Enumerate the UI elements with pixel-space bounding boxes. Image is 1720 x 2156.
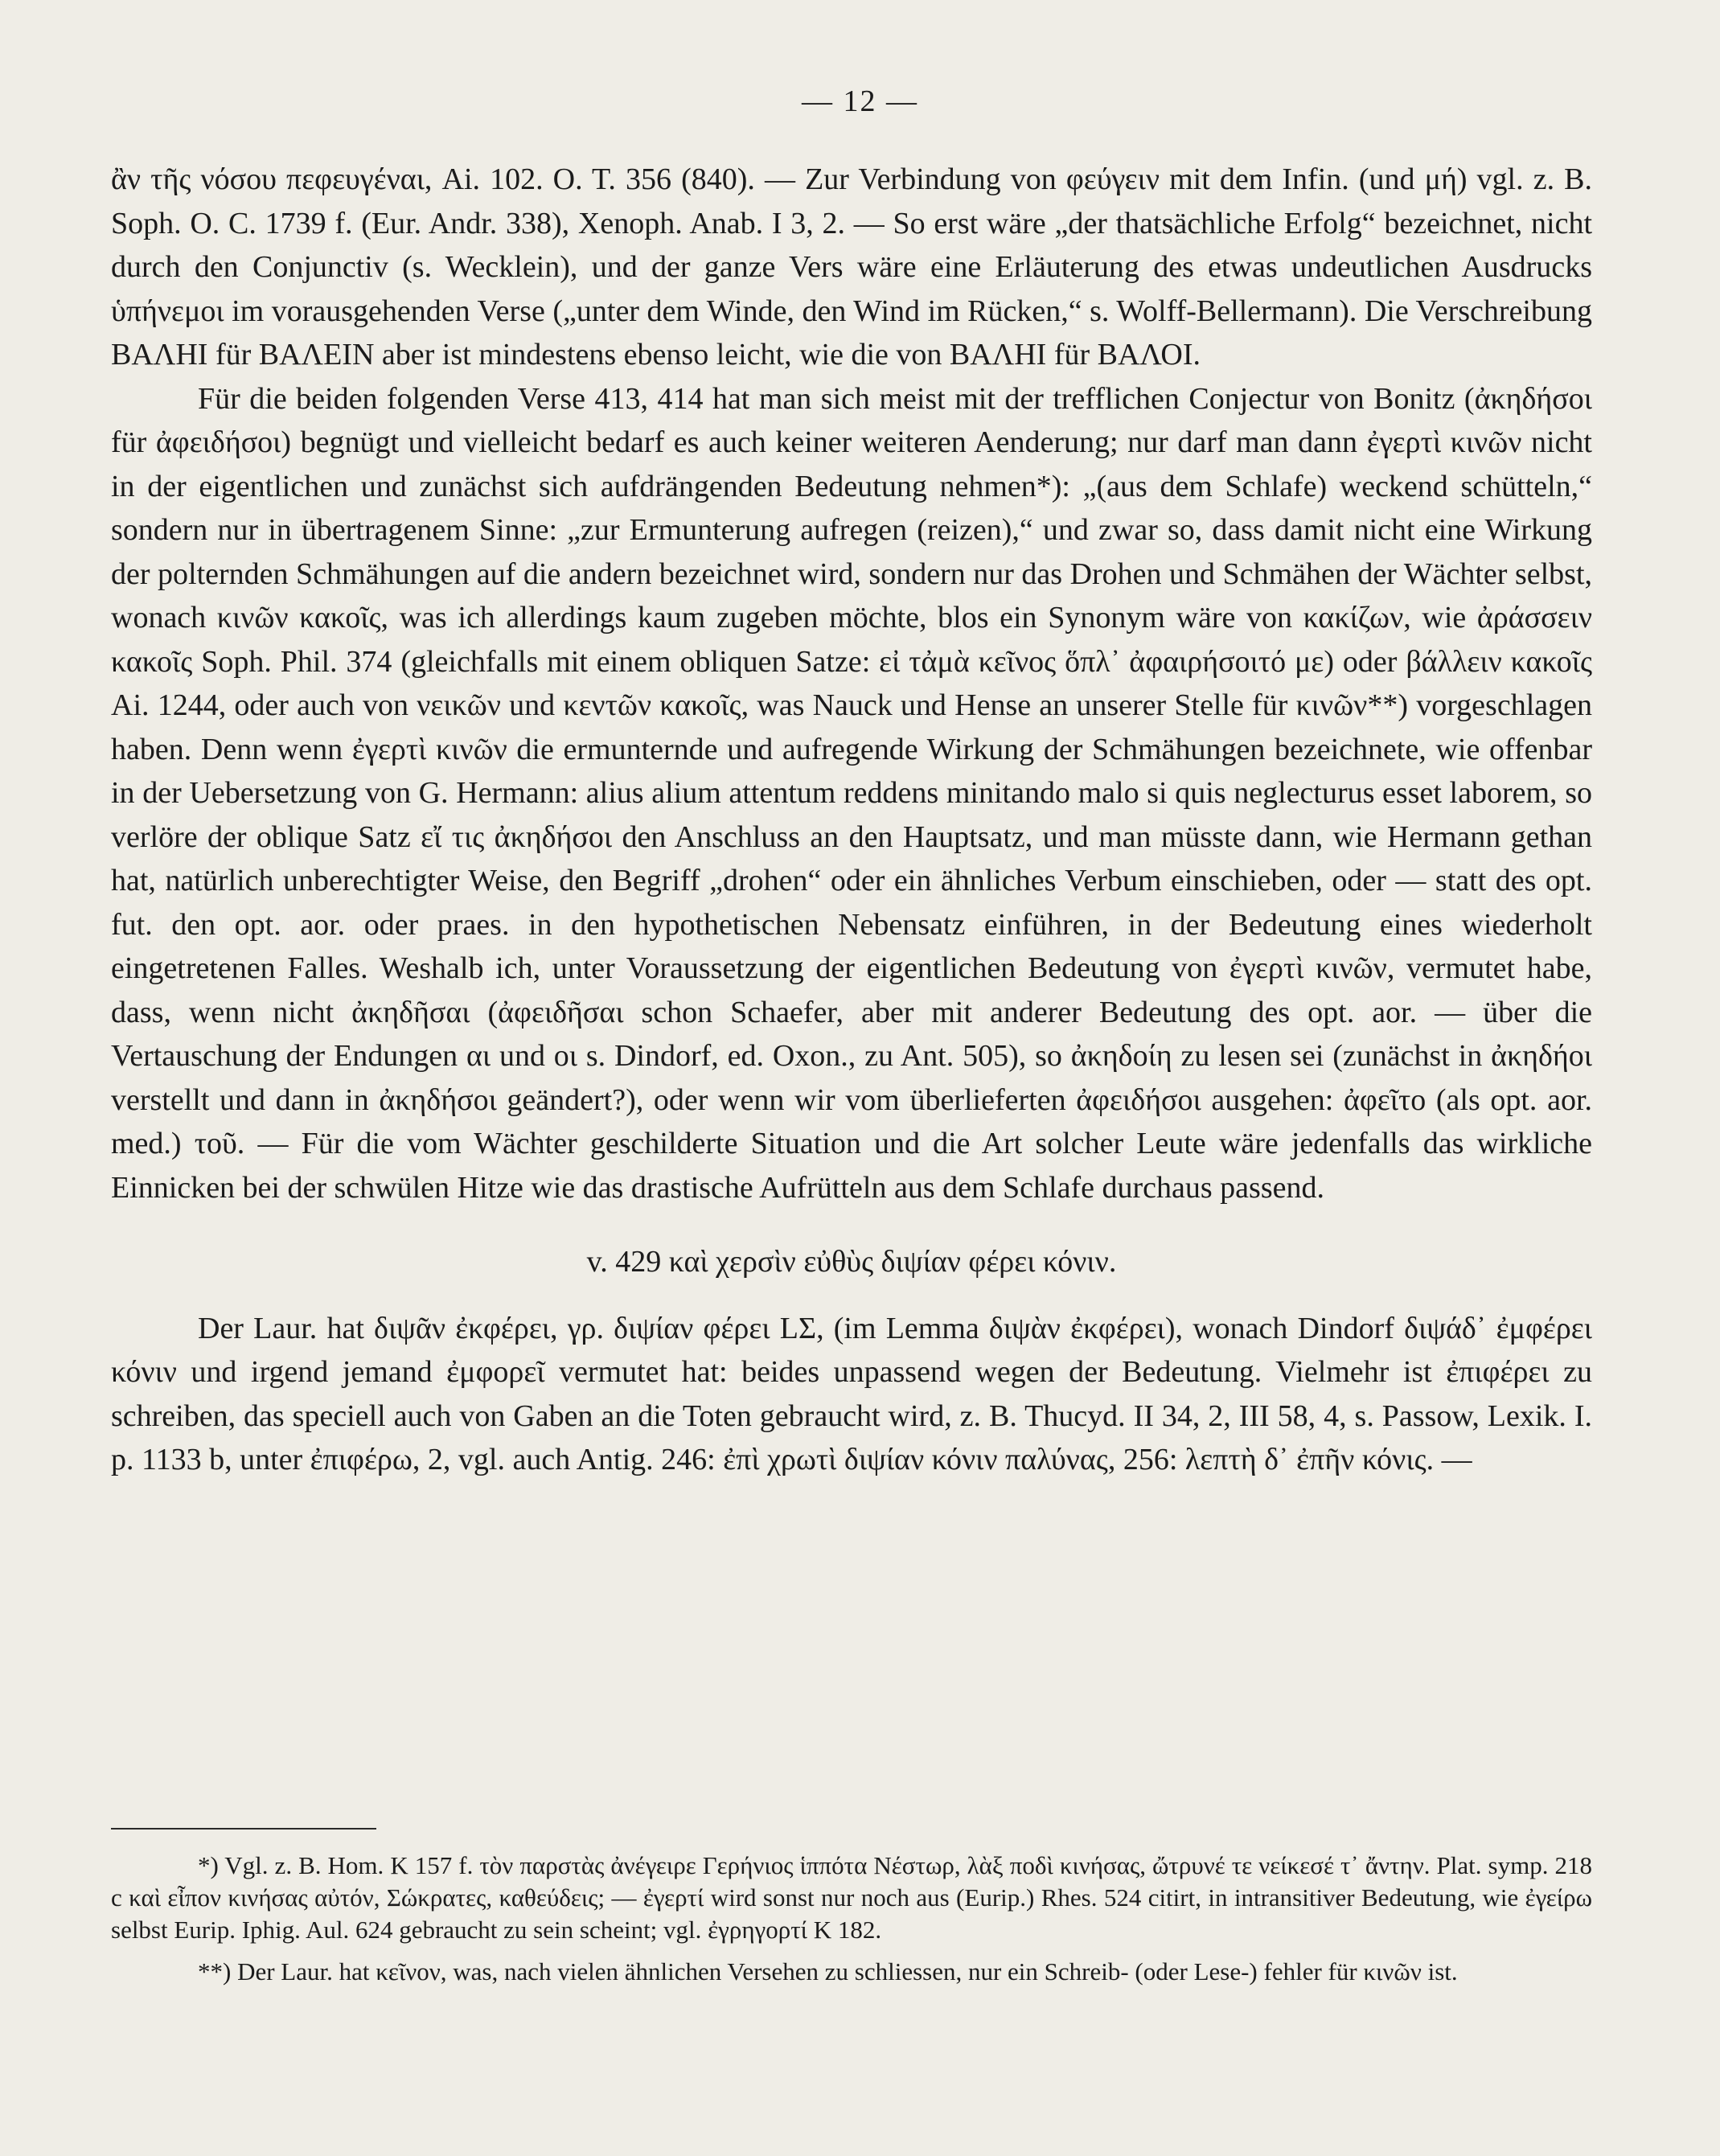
- footnote-2: **) Der Laur. hat κεῖνον, was, nach vielen ähnlichen Versehen zu schliessen, nur ein Schreib- (oder Lese-) fehler für κινῶν ist.: [198, 1957, 1458, 1986]
- footnote-1: *) Vgl. z. B. Hom. Κ 157 f. τὸν παρστὰς ἀνέγειρε Γερήνιος ἱππότα Νέστωρ, λὰξ ποδὶ κινήσας, ὤτρυνέ τε νείκεσέ τ᾽ ἄντην. Plat. symp. 218 c καὶ εἶπον κινήσας αὐτόν, Σώκρατες, καθεύδεις; — ἐγερτί wird sonst nur noch aus (Eurip.) Rhes. 524 citirt, in intransitiver Bedeutung, wie ἐγείρω selbst Eurip. Iphig. Aul. 624 gebraucht zu sein scheint; vgl. ἐγρηγορτί Κ 182.: [111, 1851, 1592, 1944]
- main-text: [111, 158, 1592, 1482]
- verse-heading: v. 429 καὶ χερσὶν εὐθὺς διψίαν φέρει κόνιν.: [586, 1245, 1117, 1279]
- footnotes: [111, 1850, 1592, 1988]
- page-number: — 12 —: [802, 84, 918, 118]
- paragraph-laur: Der Laur. hat διψᾶν ἐκφέρει, γρ. διψίαν φέρει LΣ, (im Lemma διψὰν ἐκφέρει), wonach Dindorf διψάδ᾽ ἐμφέρει κόνιν und irgend jemand ἐμφορεῖ vermutet hat: beides unpassend wegen der Bedeutung. Vielmehr ist ἐπιφέρει zu schreiben, das speciell auch von Gaben an die Toten gebraucht wird, z. B. Thucyd. II 34, 2, III 58, 4, s. Passow, Lexik. I. p. 1133 b, unter ἐπιφέρω, 2, vgl. auch Antig. 246: ἐπὶ χρωτὶ διψίαν κόνιν παλύνας, 256: λεπτὴ δ᾽ ἐπῆν κόνις. —: [111, 1311, 1592, 1476]
- paragraph-conjecture: Für die beiden folgenden Verse 413, 414 hat man sich meist mit der trefflichen Conjectur von Bonitz (ἀκηδήσοι für ἀφειδήσοι) begnügt und vielleicht bedarf es auch keiner weiteren Aenderung; nur darf man dann ἐγερτὶ κινῶν nicht in der eigentlichen und zunächst sich aufdrängenden Bedeutung nehmen*): „(aus dem Schlafe) weckend schütteln,“ sondern nur in übertragenem Sinne: „zur Ermunterung aufregen (reizen),“ und zwar so, dass damit nicht eine Wirkung der polternden Schmähungen auf die andern bezeichnet wird, sondern nur das Drohen und Schmähen der Wächter selbst, wonach κινῶν κακοῖς, was ich allerdings kaum zugeben möchte, blos ein Synonym wäre von κακίζων, wie ἀράσσειν κακοῖς Soph. Phil. 374 (gleichfalls mit einem obliquen Satze: εἰ τἀμὰ κεῖνος ὅπλ᾽ ἀφαιρήσοιτό με) oder βάλλειν κακοῖς Ai. 1244, oder auch von νεικῶν und κεντῶν κακοῖς, was Nauck und Hense an unserer Stelle für κινῶν**) vorgeschlagen haben. Denn wenn ἐγερτὶ κινῶν die ermunternde und aufregende Wirkung der Schmähungen bezeichnete, wie offenbar in der Uebersetzung von G. Hermann: alius alium attentum reddens minitando malo si quis neglecturus esset laborem, so verlöre der oblique Satz εἴ τις ἀκηδήσοι den Anschluss an den Hauptsatz, und man müsste dann, wie Hermann gethan hat, natürlich unberechtigter Weise, den Begriff „drohen“ oder ein ähnliches Verbum einschieben, oder — statt des opt. fut. den opt. aor. oder praes. in den hypothetischen Nebensatz einführen, in der Bedeutung eines wiederholt eingetretenen Falles. Weshalb ich, unter Voraussetzung der eigentlichen Bedeutung von ἐγερτὶ κινῶν, vermutet habe, dass, wenn nicht ἀκηδῆσαι (ἀφειδῆσαι schon Schaefer, aber mit anderer Bedeutung des opt. aor. — über die Vertauschung der Endungen αι und οι s. Dindorf, ed. Oxon., zu Ant. 505), so ἀκηδοίη zu lesen sei (zunächst in ἀκηδήοι verstellt und dann in ἀκηδήσοι geändert?), oder wenn wir vom überlieferten ἀφειδήσοι ausgehen: ἀφεῖτο (als opt. aor. med.) τοῦ. — Für die vom Wächter geschilderte Situation und die Art solcher Leute wäre jedenfalls das wirkliche Einnicken bei der schwülen Hitze wie das drastische Aufrütteln aus dem Schlafe durchaus passend.: [111, 381, 1592, 1205]
- paragraph-continuation: ἂν τῆς νόσου πεφευγέναι, Ai. 102. O. T. 356 (840). — Zur Verbindung von φεύγειν mit dem Infin. (und μή) vgl. z. B. Soph. O. C. 1739 f. (Eur. Andr. 338), Xenoph. Anab. I 3, 2. — So erst wäre „der thatsächliche Erfolg“ bezeichnet, nicht durch den Conjunctiv (s. Wecklein), und der ganze Vers wäre eine Erläuterung des etwas undeutlichen Ausdrucks ὑπήνεμοι im vorausgehenden Verse („unter dem Winde, den Wind im Rücken,“ s. Wolff-Bellermann). Die Verschreibung ΒΑΛΗΙ für ΒΑΛΕΙΝ aber ist mindestens ebenso leicht, wie die von ΒΑΛΗΙ für ΒΑΛΟΙ.: [111, 162, 1592, 372]
- footnote-rule: [111, 1828, 376, 1830]
